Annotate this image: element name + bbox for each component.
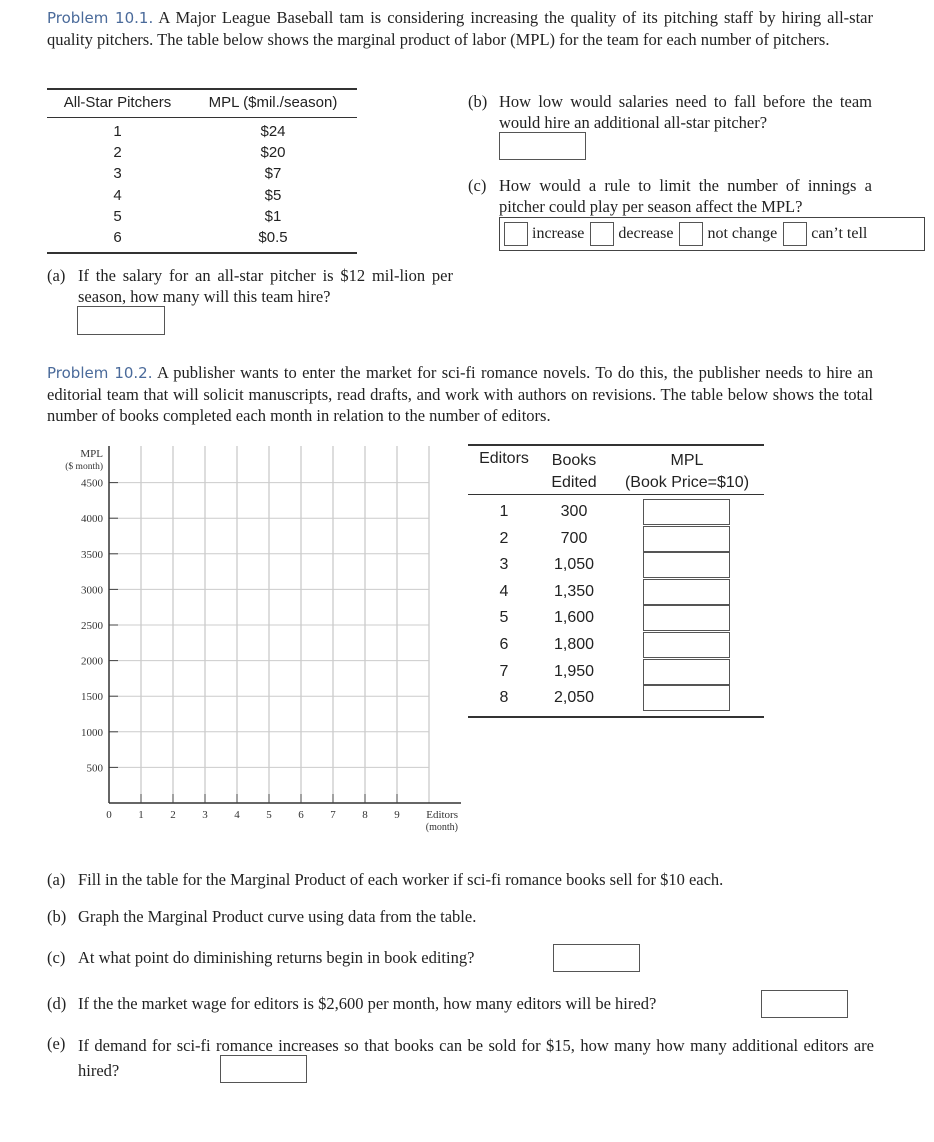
y-tick-label: 3000 (81, 584, 103, 597)
question-c-text: How would a rule to limit the number of innings a pitcher could play per season affect the MPL? (499, 176, 872, 216)
mpl-answer-input[interactable] (643, 659, 730, 685)
option-label: can’t tell (811, 225, 868, 242)
table-cell: 4 (113, 186, 122, 204)
y-axis-unit: ($ month) (65, 462, 103, 472)
question-a-text: If the salary for an all-star pitcher is $12 mil-lion per season, how many will this team hire? (78, 266, 453, 306)
table-cell: 1,350 (553, 582, 595, 600)
table-cell: $24 (260, 123, 286, 140)
p2-question-b-label: (b) (47, 907, 67, 926)
table-cell: $1 (264, 207, 282, 225)
mpl-answer-input[interactable] (643, 499, 730, 525)
header-line: (Book Price=$10) (624, 474, 750, 491)
y-tick-label: 3500 (81, 548, 103, 561)
table-cell: 2 (499, 529, 509, 547)
option-label: not change (707, 225, 778, 242)
x-tick-label: 7 (330, 809, 336, 821)
mpl-answer-input[interactable] (643, 685, 730, 711)
question-c-label: (c) (468, 176, 487, 195)
p2-question-d-text: If the the market wage for editors is $2,600 per month, how many editors will be hired? (78, 994, 657, 1013)
table-cell: 1 (113, 123, 122, 140)
problem-10-1-text: A Major League Baseball tam is considering increasing the quality of its pitching staff by hiring all-star quality pitchers. The table below shows the marginal product of labor (MPL) for the team for each number of pitchers. (47, 8, 873, 49)
col-header: All-Star Pitchers (63, 94, 172, 111)
x-tick-label: 4 (234, 809, 240, 821)
mpl-answer-input[interactable] (643, 605, 730, 631)
p2-answer-c-input[interactable] (553, 944, 640, 972)
x-tick-label: 9 (394, 809, 400, 821)
table-cell: $20 (260, 144, 286, 162)
mpl-answer-input[interactable] (643, 526, 730, 552)
table-cell: 6 (113, 229, 122, 246)
table-cell: 1,800 (553, 636, 595, 653)
question-b-text: How low would salaries need to fall before the team would hire an additional all-star pitcher? (499, 92, 872, 132)
col-header: MPL ($mil./season) (208, 94, 338, 111)
table-cell: 5 (499, 609, 509, 627)
y-tick-label: 1500 (81, 691, 103, 704)
table-cell: $5 (264, 186, 282, 204)
p2-question-c-text: At what point do diminishing returns begin in book editing? (78, 948, 475, 967)
col-header-editors: Editors (479, 450, 529, 467)
mpl-answer-input[interactable] (643, 632, 730, 658)
table-cell: $0.5 (258, 229, 288, 246)
table-cell: 3 (499, 556, 509, 574)
mpl-answer-input[interactable] (643, 579, 730, 605)
question-label: (a) (47, 266, 66, 285)
table-cell: 1,600 (553, 609, 595, 627)
table-cell: 4 (499, 582, 509, 600)
table-cell: 8 (499, 689, 509, 707)
header-line: MPL (670, 452, 704, 469)
p2-question-a-label: (a) (47, 870, 66, 889)
table-cell: 2,050 (553, 689, 595, 707)
col-header-mpl (614, 450, 760, 494)
p2-question-a-text: Fill in the table for the Marginal Product of each worker if sci-fi romance books sell for $10 each. (78, 870, 724, 889)
p2-question-e-text: If demand for sci-fi romance increases so that books can be sold for $15, how many how many additional editors are hired? (78, 1036, 874, 1080)
x-tick-label: 3 (202, 809, 208, 821)
x-tick-label: 5 (266, 809, 272, 821)
table-rule (468, 494, 764, 495)
question-b-label: (b) (468, 92, 488, 111)
table-cell: 700 (560, 529, 588, 547)
p2-question-b-text: Graph the Marginal Product curve using data from the table. (78, 907, 477, 926)
table-cell: $7 (264, 165, 282, 183)
p2-question-e-label: (e) (47, 1034, 66, 1053)
table-cell: 5 (113, 207, 122, 225)
problem-10-2-label: Problem 10.2. (47, 364, 153, 382)
col-header-books (543, 450, 605, 494)
x-axis-label: Editors (426, 809, 458, 821)
x-tick-label: 6 (298, 809, 304, 821)
y-axis-label: MPL (80, 448, 103, 460)
x-axis-unit: (month) (425, 822, 458, 833)
table-cell: 6 (499, 636, 509, 653)
p2-question-c-label: (c) (47, 948, 66, 967)
problem-10-2-text: A publisher wants to enter the market for sci-fi romance novels. To do this, the publisher needs to hire an editorial team that will solicit manuscripts, read drafts, and work with authors on revisions. The table below shows the total number of books completed each month in relation to the number of editors. (47, 363, 874, 425)
option-label: increase (532, 225, 585, 242)
p2-answer-d-input[interactable] (761, 990, 848, 1018)
table-cell: 1,950 (553, 662, 595, 680)
table-cell: 1,050 (553, 556, 595, 574)
y-tick-label: 4000 (81, 513, 103, 526)
y-tick-label: 4500 (81, 477, 103, 490)
x-tick-label: 1 (138, 809, 144, 821)
problem-10-1-label: Problem 10.1. (47, 9, 154, 27)
y-tick-label: 1000 (81, 726, 103, 739)
x-tick-label: 0 (106, 809, 112, 821)
mpl-answer-input[interactable] (643, 552, 730, 578)
y-tick-label: 2000 (81, 655, 103, 668)
option-label: decrease (618, 225, 674, 242)
header-line: Edited (551, 474, 597, 491)
table-cell: 300 (560, 503, 588, 520)
y-tick-label: 2500 (81, 620, 103, 632)
table-cell: 3 (113, 165, 122, 183)
table-cell: 2 (113, 144, 122, 162)
table-rule (468, 444, 764, 446)
header-line: Books (551, 452, 597, 469)
table-cell: 1 (499, 503, 509, 520)
x-tick-label: 8 (362, 809, 368, 821)
table-cell: 7 (499, 662, 509, 680)
p2-question-d-label: (d) (47, 994, 67, 1013)
p2-answer-e-input[interactable] (220, 1055, 307, 1083)
y-tick-label: 500 (86, 762, 103, 775)
table-rule (468, 716, 764, 718)
x-tick-label: 2 (170, 809, 176, 821)
